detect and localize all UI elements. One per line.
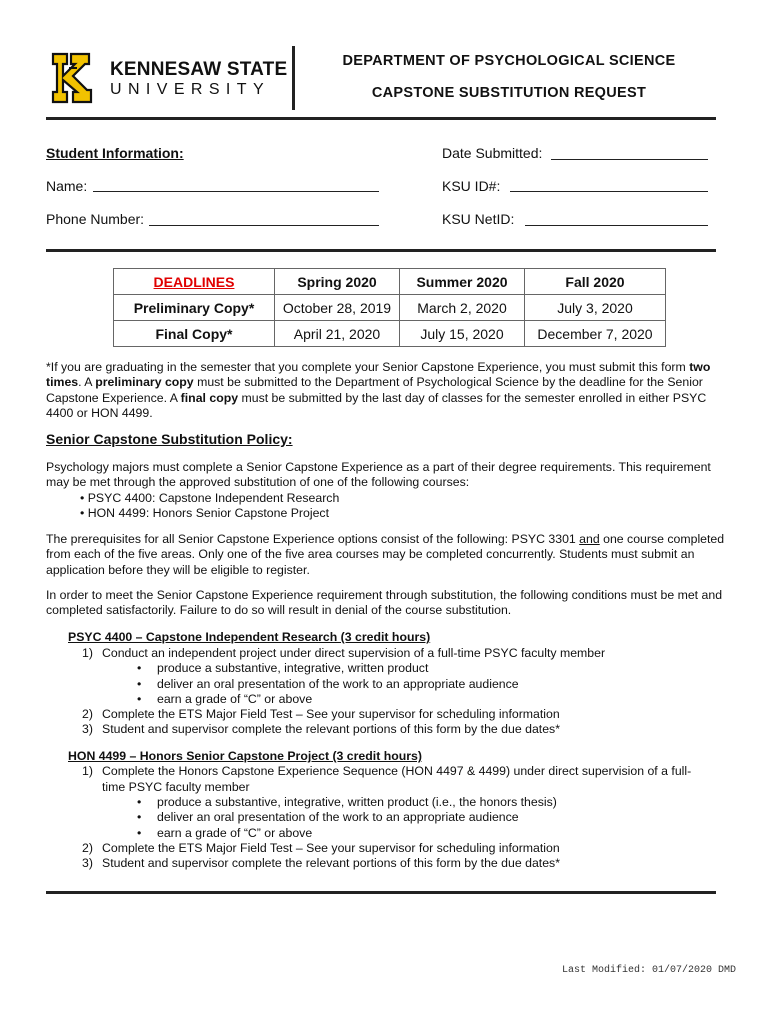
name-label: Name: — [46, 178, 88, 194]
list-item: deliver an oral presentation of the work to an appropriate audience — [157, 677, 519, 691]
section-rule — [46, 249, 716, 252]
deadlines-table — [113, 268, 666, 347]
ksu-logo — [47, 50, 103, 106]
deadlines-header-cell — [114, 269, 275, 295]
table-row — [114, 321, 666, 347]
row-label: Preliminary Copy* — [114, 295, 275, 321]
bullet: • — [137, 810, 142, 824]
bullet: • — [137, 795, 142, 809]
table-cell: July 15, 2020 — [400, 321, 525, 347]
table-cell: July 3, 2020 — [525, 295, 666, 321]
column-header: Fall 2020 — [525, 269, 666, 295]
list-number: 3) — [82, 722, 93, 736]
note-bold: final copy — [180, 390, 239, 405]
list-number: 1) — [82, 764, 93, 778]
table-cell: December 7, 2020 — [525, 321, 666, 347]
prereq-text: The prerequisites for all Senior Capstone Experience options consist of the following: PSYC 3301 — [46, 532, 580, 546]
deadlines-header-label: DEADLINES — [153, 273, 235, 290]
note-text: . A — [78, 375, 96, 390]
list-number: 1) — [82, 646, 93, 660]
bottom-rule — [46, 891, 716, 894]
table-cell: March 2, 2020 — [400, 295, 525, 321]
date-submitted-field[interactable] — [551, 159, 708, 160]
header-divider — [292, 46, 295, 110]
note-text: must be submitted to the Department of Psychological Science by the deadline for the Senior Capstone Experience. A — [46, 375, 703, 405]
psyc4400-heading: PSYC 4400 – Capstone Independent Research (3 credit hours) — [68, 630, 431, 644]
ksu-netid-label: KSU NetID: — [442, 211, 515, 227]
list-item: time PSYC faculty member — [102, 780, 250, 794]
bullet: • — [137, 661, 142, 675]
brand-line-1: KENNESAW STATE — [110, 59, 288, 80]
table-row — [114, 295, 666, 321]
list-number: 3) — [82, 856, 93, 870]
list-item: Student and supervisor complete the relevant portions of this form by the due dates* — [102, 856, 560, 870]
bullet: • — [137, 677, 142, 691]
date-submitted-label: Date Submitted: — [442, 145, 543, 161]
list-item: Complete the Honors Capstone Experience Sequence (HON 4497 & 4499) under direct supervision of a full- — [102, 764, 692, 778]
hon4499-heading: HON 4499 – Honors Senior Capstone Project (3 credit hours) — [68, 749, 422, 763]
list-number: 2) — [82, 707, 93, 721]
list-item: produce a substantive, integrative, written product (i.e., the honors thesis) — [157, 795, 557, 809]
brand-line-2: UNIVERSITY — [110, 81, 271, 98]
note-bold: preliminary copy — [95, 375, 194, 390]
prereq-text: one course completed from each of the five areas. Only one of the five area courses may be completed concurrently. Students must submit an application before they will be eligible to register. — [46, 532, 725, 577]
note-text: *If you are graduating in the semester that you complete your Senior Capstone Experience, you must submit this form — [46, 360, 690, 374]
row-label: Final Copy* — [114, 321, 275, 347]
header-rule — [46, 117, 716, 120]
deadline-footnote — [46, 360, 726, 421]
list-item: Student and supervisor complete the relevant portions of this form by the due dates* — [102, 722, 560, 736]
student-info-heading: Student Information: — [46, 145, 184, 161]
phone-label: Phone Number: — [46, 211, 145, 227]
table-cell: October 28, 2019 — [275, 295, 400, 321]
list-item: earn a grade of “C” or above — [157, 826, 313, 840]
last-modified-footer: Last Modified: 01/07/2020 DMD — [562, 965, 737, 976]
column-header: Summer 2020 — [400, 269, 525, 295]
list-item: deliver an oral presentation of the work to an appropriate audience — [157, 810, 519, 824]
prerequisites-paragraph — [46, 532, 726, 578]
prereq-and: and — [579, 532, 600, 546]
policy-intro: Psychology majors must complete a Senior Capstone Experience as a part of their degree requirements. This requirement may be met through the approved substitution of one of the following courses: — [46, 460, 711, 490]
form-title: CAPSTONE SUBSTITUTION REQUEST — [371, 85, 647, 101]
bullet: • — [137, 826, 142, 840]
note-bold: two times — [46, 360, 711, 390]
phone-field[interactable] — [149, 225, 379, 226]
table-header-row — [114, 269, 666, 295]
course-option: • PSYC 4400: Capstone Independent Research — [80, 491, 340, 505]
list-item: earn a grade of “C” or above — [157, 692, 313, 706]
list-item: Conduct an independent project under direct supervision of a full-time PSYC faculty member — [102, 646, 606, 660]
column-header: Spring 2020 — [275, 269, 400, 295]
policy-heading: Senior Capstone Substitution Policy: — [46, 431, 293, 447]
course-option: • HON 4499: Honors Senior Capstone Project — [80, 506, 329, 520]
ksu-k-mark-icon — [47, 50, 103, 106]
ksu-id-label: KSU ID#: — [442, 178, 501, 194]
list-item: Complete the ETS Major Field Test – See your supervisor for scheduling information — [102, 841, 560, 855]
university-wordmark — [110, 60, 287, 100]
name-field[interactable] — [93, 191, 379, 192]
ksu-netid-field[interactable] — [525, 225, 708, 226]
table-cell: April 21, 2020 — [275, 321, 400, 347]
list-number: 2) — [82, 841, 93, 855]
list-item: Complete the ETS Major Field Test – See your supervisor for scheduling information — [102, 707, 560, 721]
note-text: must be submitted by the last day of classes for the semester enrolled in either PSYC 4400 or HON 4499. — [46, 390, 707, 420]
ksu-id-field[interactable] — [510, 191, 708, 192]
department-title: DEPARTMENT OF PSYCHOLOGICAL SCIENCE — [342, 53, 676, 69]
bullet: • — [137, 692, 142, 706]
list-item: produce a substantive, integrative, written product — [157, 661, 429, 675]
conditions-paragraph: In order to meet the Senior Capstone Experience requirement through substitution, the following conditions must be met and completed satisfactorily. Failure to do so will result in denial of the course substitution. — [46, 588, 723, 618]
